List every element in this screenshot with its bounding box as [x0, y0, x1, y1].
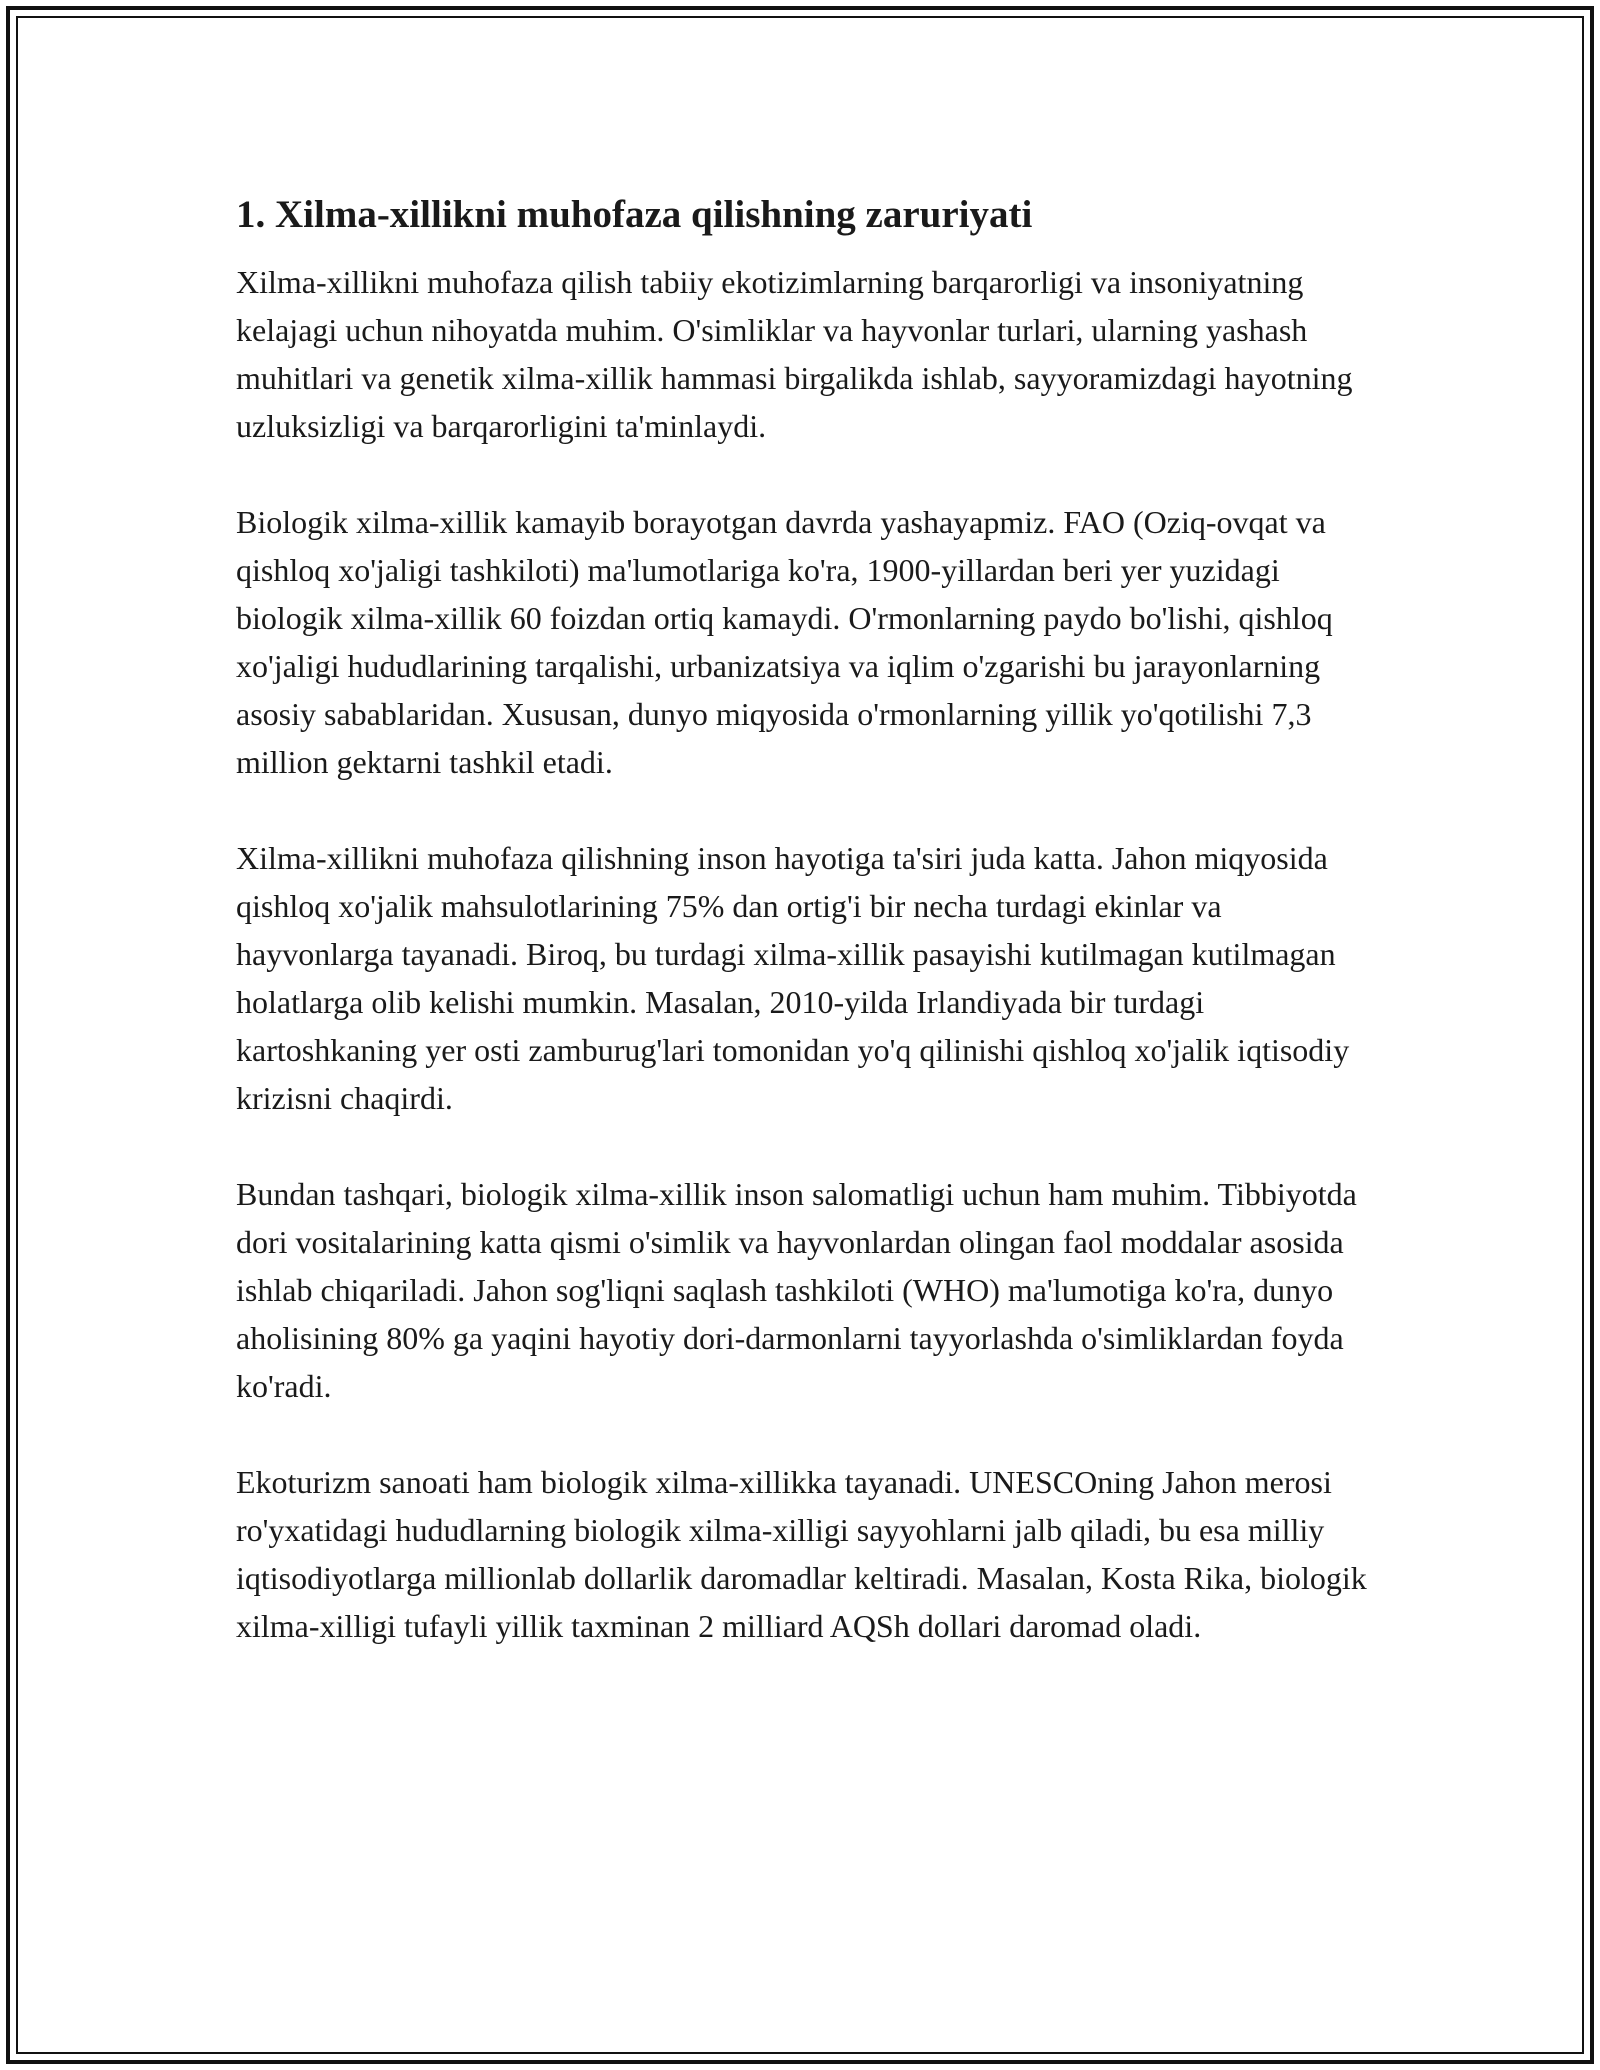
paragraph-3: Xilma-xillikni muhofaza qilishning inson hayotiga ta'siri juda katta. Jahon miqyosida qishloq xo'jalik mahsulotlarining 75% dan ortig'i bir necha turdagi ekinlar va hayvonlarga tayanadi. Biroq, bu turdagi xilma-xillik pasayishi kutilmagan kutilmagan holatlarga olib kelishi mumkin. Masalan, 2010-yilda Irlandiyada bir turdagi kartoshkaning yer osti zamburug'lari tomonidan yo'q qilinishi qishloq xo'jalik iqtisodiy krizisni chaqirdi. [236, 840, 1350, 1116]
paragraph-5: Ekoturizm sanoati ham biologik xilma-xillikka tayanadi. UNESCOning Jahon merosi ro'yxatidagi hududlarning biologik xilma-xilligi sayyohlarni jalb qiladi, bu esa milliy iqtisodiyotlarga millionlab dollarlik daromadlar keltiradi. Masalan, Kosta Rika, biologik xilma-xilligi tufayli yillik taxminan 2 milliard AQSh dollari daromad oladi. [236, 1464, 1367, 1644]
document-body [236, 190, 1368, 1698]
page-title: 1. Xilma-xillikni muhofaza qilishning zaruriyati [236, 193, 1033, 236]
paragraph-4: Bundan tashqari, biologik xilma-xillik inson salomatligi uchun ham muhim. Tibbiyotda dori vositalarining katta qismi o'simlik va hayvonlardan olingan faol moddalar asosida ishlab chiqariladi. Jahon sog'liqni saqlash tashkiloti (WHO) ma'lumotiga ko'ra, dunyo aholisining 80% ga yaqini hayotiy dori-darmonlarni tayyorlashda o'simliklardan foyda ko'radi. [236, 1176, 1357, 1404]
paragraph-1: Xilma-xillikni muhofaza qilish tabiiy ekotizimlarning barqarorligi va insoniyatning kelajagi uchun nihoyatda muhim. O'simliklar va hayvonlar turlari, ularning yashash muhitlari va genetik xilma-xillik hammasi birgalikda ishlab, sayyoramizdagi hayotning uzluksizligi va barqarorligini ta'minlaydi. [236, 264, 1353, 444]
paragraph-2: Biologik xilma-xillik kamayib borayotgan davrda yashayapmiz. FAO (Oziq-ovqat va qishloq xo'jaligi tashkiloti) ma'lumotlariga ko'ra, 1900-yillardan beri yer yuzidagi biologik xilma-xillik 60 foizdan ortiq kamaydi. O'rmonlarning paydo bo'lishi, qishloq xo'jaligi hududlarining tarqalishi, urbanizatsiya va iqlim o'zgarishi bu jarayonlarning asosiy sabablaridan. Xususan, dunyo miqyosida o'rmonlarning yillik yo'qotilishi 7,3 million gektarni tashkil etadi. [236, 504, 1333, 780]
